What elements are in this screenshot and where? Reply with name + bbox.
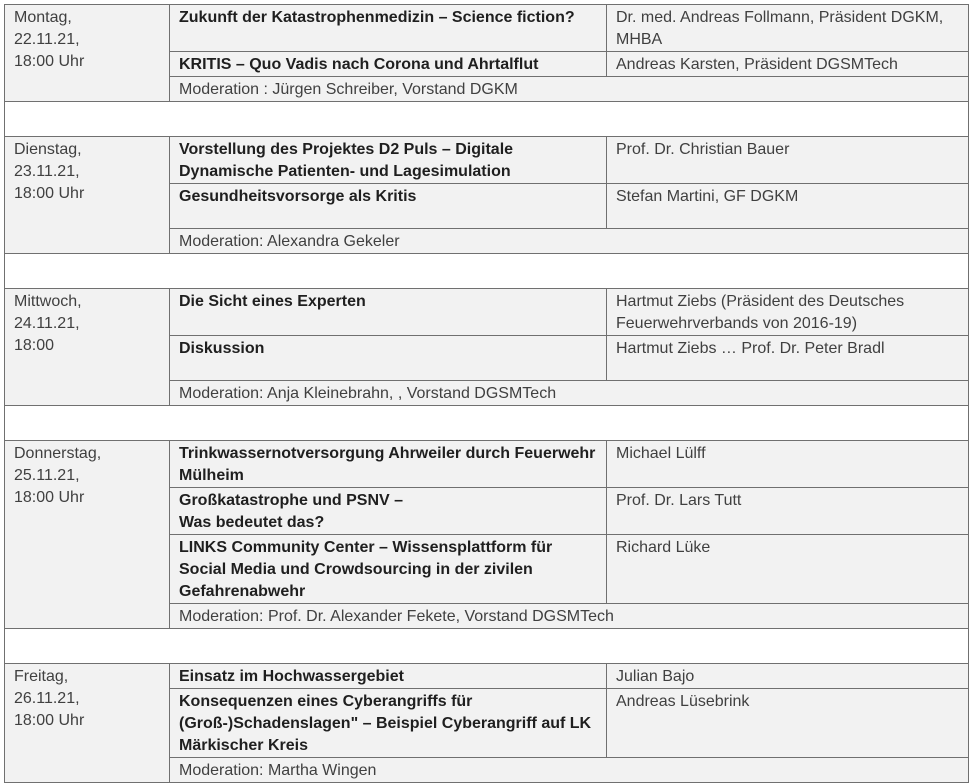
- talk-speaker: Prof. Dr. Christian Bauer: [607, 137, 969, 184]
- spacer-row: [5, 629, 969, 664]
- moderation: Moderation: Martha Wingen: [170, 758, 969, 783]
- talk-title: LINKS Community Center – Wissensplattform für Social Media und Crowdsourcing in der zivilen Gefahrenabwehr: [170, 535, 607, 604]
- talk-speaker: Dr. med. Andreas Follmann, Präsident DGKM, MHBA: [607, 5, 969, 52]
- spacer-row: [5, 406, 969, 441]
- spacer: [5, 629, 969, 664]
- time: 18:00: [14, 337, 55, 354]
- day-cell: [5, 5, 170, 102]
- weekday: Montag,: [14, 9, 72, 26]
- talk-speaker: Andreas Lüsebrink: [607, 689, 969, 758]
- talk-speaker: Stefan Martini, GF DGKM: [607, 184, 969, 229]
- talk-speaker: Hartmut Ziebs (Präsident des Deutsches Feuerwehrverbands von 2016-19): [607, 289, 969, 336]
- talk-title: KRITIS – Quo Vadis nach Corona und Ahrtalflut: [170, 52, 607, 77]
- moderation: Moderation : Jürgen Schreiber, Vorstand DGKM: [170, 77, 969, 102]
- day-cell: [5, 289, 170, 406]
- weekday: Freitag,: [14, 668, 69, 685]
- date: 26.11.21,: [14, 690, 80, 707]
- day-cell: [5, 664, 170, 783]
- talk-speaker: Hartmut Ziebs … Prof. Dr. Peter Bradl: [607, 336, 969, 381]
- talk-speaker: Andreas Karsten, Präsident DGSMTech: [607, 52, 969, 77]
- talk-title: Trinkwassernotversorgung Ahrweiler durch Feuerwehr Mülheim: [170, 441, 607, 488]
- talk-row: [5, 664, 969, 689]
- weekday: Donnerstag,: [14, 445, 102, 462]
- talk-row: [5, 137, 969, 184]
- talk-title: Konsequenzen eines Cyberangriffs für (Groß-)Schadenslagen" – Beispiel Cyberangriff auf LK Märkischer Kreis: [170, 689, 607, 758]
- talk-title: Gesundheitsvorsorge als Kritis: [170, 184, 607, 229]
- talk-speaker: Prof. Dr. Lars Tutt: [607, 488, 969, 535]
- weekday: Dienstag,: [14, 141, 82, 158]
- event-schedule-table: [4, 4, 969, 783]
- moderation: Moderation: Anja Kleinebrahn, , Vorstand DGSMTech: [170, 381, 969, 406]
- talk-title: Die Sicht eines Experten: [170, 289, 607, 336]
- spacer-row: [5, 102, 969, 137]
- talk-row: [5, 441, 969, 488]
- talk-title: Diskussion: [170, 336, 607, 381]
- weekday: Mittwoch,: [14, 293, 82, 310]
- date: 24.11.21,: [14, 315, 80, 332]
- day-cell: [5, 441, 170, 629]
- talk-row: [5, 289, 969, 336]
- talk-row: [5, 5, 969, 52]
- spacer-row: [5, 254, 969, 289]
- moderation: Moderation: Alexandra Gekeler: [170, 229, 969, 254]
- time: 18:00 Uhr: [14, 712, 85, 729]
- talk-title: Vorstellung des Projektes D2 Puls – Digitale Dynamische Patienten- und Lagesimulation: [170, 137, 607, 184]
- talk-speaker: Julian Bajo: [607, 664, 969, 689]
- date: 25.11.21,: [14, 467, 80, 484]
- date: 22.11.21,: [14, 31, 80, 48]
- talk-speaker: Richard Lüke: [607, 535, 969, 604]
- day-cell: [5, 137, 170, 254]
- time: 18:00 Uhr: [14, 53, 85, 70]
- time: 18:00 Uhr: [14, 185, 85, 202]
- spacer: [5, 254, 969, 289]
- talk-title: Einsatz im Hochwassergebiet: [170, 664, 607, 689]
- spacer: [5, 102, 969, 137]
- talk-title: Großkatastrophe und PSNV – Was bedeutet das?: [170, 488, 607, 535]
- talk-speaker: Michael Lülff: [607, 441, 969, 488]
- date: 23.11.21,: [14, 163, 80, 180]
- time: 18:00 Uhr: [14, 489, 85, 506]
- talk-title: Zukunft der Katastrophenmedizin – Science fiction?: [170, 5, 607, 52]
- spacer: [5, 406, 969, 441]
- moderation: Moderation: Prof. Dr. Alexander Fekete, Vorstand DGSMTech: [170, 604, 969, 629]
